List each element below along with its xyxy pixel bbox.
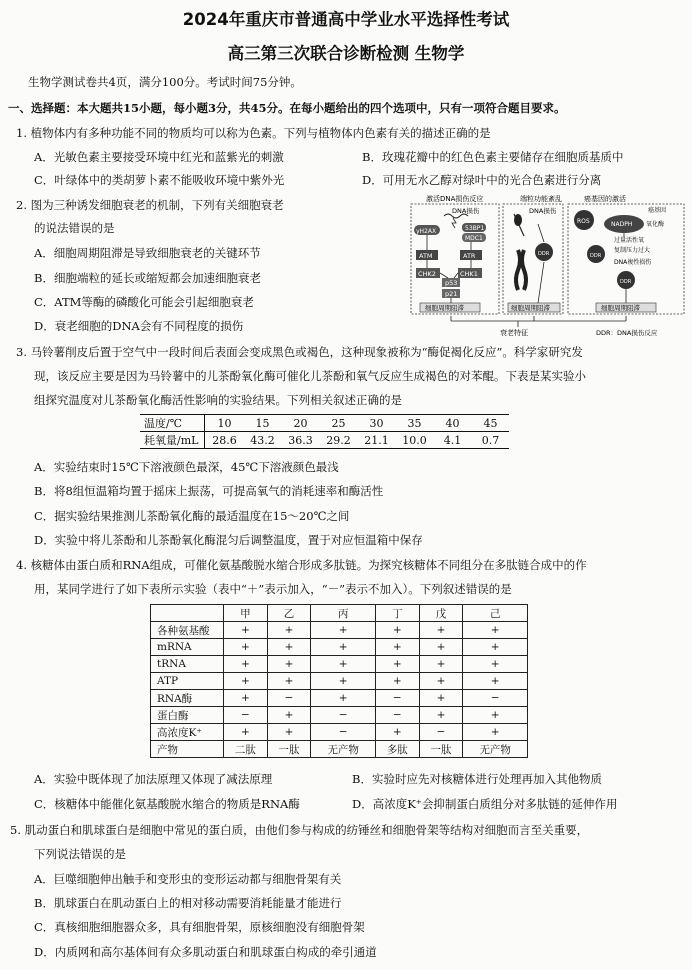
svg-text:DDR: DDR	[538, 251, 550, 257]
table-corner	[151, 605, 224, 622]
table-cell: +	[463, 622, 528, 639]
table-cell: −	[224, 707, 268, 724]
table-row	[151, 605, 528, 622]
table-cell: 15	[243, 415, 281, 432]
table-cell: +	[224, 690, 268, 707]
q1-option-d: D．可用无水乙醇对绿叶中的光合色素进行分离	[362, 173, 602, 187]
q4-option-b: B．实验时应先对核糖体进行处理再加入其他物质	[352, 772, 602, 786]
ddr-note: DDR：DNA损伤反应	[596, 329, 658, 337]
table-cell: +	[375, 639, 419, 656]
arrest3-label: 细胞周期阻滞	[601, 304, 640, 312]
svg-text:DDR: DDR	[590, 253, 602, 259]
table-cell: +	[311, 639, 376, 656]
table-cell: 0.7	[471, 432, 509, 449]
table-cell: 一肽	[267, 741, 311, 758]
node-chk2-label: CHK2	[418, 270, 436, 278]
q5-stem-line1: 5. 肌动蛋白和肌球蛋白是细胞中常见的蛋白质，由他们参与构成的纺锤丝和细胞骨架等结构对细胞而言至关重要，	[10, 823, 589, 837]
table-cell: 4.1	[433, 432, 471, 449]
node-atr-label: ATR	[463, 252, 476, 260]
table-cell: 多肽	[375, 741, 419, 758]
q3-option-c: C．据实验结果推测儿茶酚氧化酶的最适温度在15～20℃之间	[34, 509, 350, 523]
q4-stem-line1: 4. 核糖体由蛋白质和RNA组成，可催化氨基酸脱水缩合形成多肽链。为探究核糖体不同组分在多肽链合成中的作	[16, 558, 587, 572]
row-label: 高浓度K⁺	[151, 724, 224, 741]
svg-text:复制压力过大: 复制压力过大	[614, 247, 651, 254]
node-p53-label: p53	[445, 279, 458, 287]
table-cell: +	[224, 639, 268, 656]
senescence-label: 衰老特征	[500, 329, 528, 337]
q5-option-a: A．巨噬细胞伸出触手和变形虫的变形运动都与细胞骨架有关	[34, 872, 342, 886]
table-row	[151, 690, 528, 707]
table-cell: −	[311, 724, 376, 741]
table-cell: −	[267, 690, 311, 707]
exam-subtitle: 高三第三次联合诊断检测 生物学	[227, 44, 465, 63]
table-cell: 无产物	[311, 741, 376, 758]
q1-stem: 1. 植物体内有多种功能不同的物质均可以称为色素。下列与植物体内色素有关的描述正确的是	[16, 126, 491, 140]
table-cell: −	[375, 690, 419, 707]
q4-ribosome-table	[150, 604, 528, 758]
q2-option-c: C．ATM等酶的磷酸化可能会引起细胞衰老	[34, 295, 254, 309]
table-cell: +	[419, 673, 463, 690]
table-cell: −	[375, 707, 419, 724]
table-cell: +	[419, 639, 463, 656]
table-cell: 10	[205, 415, 244, 432]
senescence-mechanism-figure	[408, 192, 688, 340]
dna-damage-label: DNA损伤	[452, 207, 480, 215]
table-cell: +	[419, 690, 463, 707]
table-cell: +	[463, 673, 528, 690]
table-cell: 二肽	[224, 741, 268, 758]
svg-text:DNA複性损伤: DNA複性损伤	[614, 259, 652, 266]
table-row	[140, 415, 509, 432]
table-cell: −	[419, 724, 463, 741]
table-cell: +	[224, 622, 268, 639]
table-cell: +	[224, 724, 268, 741]
q5-option-c: C．真核细胞细胞器众多，具有细胞骨架，原核细胞没有细胞骨架	[34, 920, 365, 934]
node-mdc1-label: MDC1	[465, 235, 483, 242]
table-cell: 45	[471, 415, 509, 432]
table-header: 戊	[419, 605, 463, 622]
q5-option-d: D．内质网和高尔基体间有众多肌动蛋白和肌球蛋白构成的牵引通道	[34, 945, 377, 959]
q3-temperature-table	[140, 414, 509, 449]
q4-option-c: C．核糖体中能催化氨基酸脱水缩合的物质是RNA酶	[34, 797, 300, 811]
table-cell: 30	[357, 415, 395, 432]
table-row	[151, 724, 528, 741]
table-cell: 43.2	[243, 432, 281, 449]
row-label: mRNA	[151, 639, 224, 656]
table-cell: 28.6	[205, 432, 244, 449]
panel3-title: 癌基因的激活	[584, 195, 626, 203]
table-cell: −	[463, 690, 528, 707]
table-cell: +	[311, 622, 376, 639]
q5-stem-line2: 下列说法错误的是	[34, 847, 126, 861]
svg-text:ROS: ROS	[577, 218, 590, 225]
arrest1-label: 细胞周期阻滞	[425, 304, 464, 312]
q4-option-a: A．实验中既体现了加法原理又体现了减法原理	[34, 772, 273, 786]
q3-stem-line3: 组探究温度对儿茶酚氧化酶活性影响的实验结果。下列相关叙述正确的是	[34, 393, 402, 407]
table-cell: +	[463, 656, 528, 673]
table-row	[151, 656, 528, 673]
row-label: ATP	[151, 673, 224, 690]
table-cell: +	[267, 656, 311, 673]
table-cell: +	[375, 656, 419, 673]
exam-info: 生物学测试卷共4页，满分100分。考试时间75分钟。	[28, 75, 302, 89]
table-cell: +	[375, 622, 419, 639]
row-label: 各种氨基酸	[151, 622, 224, 639]
node-chk1-label: CHK1	[460, 270, 478, 278]
row-label: tRNA	[151, 656, 224, 673]
table-row	[151, 707, 528, 724]
table-cell: +	[267, 724, 311, 741]
table-cell: +	[375, 724, 419, 741]
exam-title: 2024年重庆市普通高中学业水平选择性考试	[182, 10, 510, 29]
q3-stem-line2: 现，该反应主要是因为马铃薯中的儿茶酚氧化酶可催化儿茶酚和氧气反应生成褐色的对苯醌。下表是某实验小	[34, 369, 586, 383]
table-cell: +	[463, 724, 528, 741]
table-cell: +	[311, 673, 376, 690]
table-cell: +	[463, 639, 528, 656]
table-cell: 21.1	[357, 432, 395, 449]
q5-option-b: B．肌球蛋白在肌动蛋白上的相对移动需要消耗能量才能进行	[34, 896, 342, 910]
q2-option-a: A．细胞周期阻滞是导致细胞衰老的关键环节	[34, 246, 261, 260]
table-cell: +	[267, 639, 311, 656]
q3-option-b: B．将8组恒温箱均置于摇床上振荡，可提高氧气的消耗速率和酶活性	[34, 484, 384, 498]
table-cell: 10.0	[395, 432, 433, 449]
q1-option-a: A．光敏色素主要接受环境中红光和蓝紫光的刺激	[34, 150, 284, 164]
arrest2-label: 细胞周期阻滞	[511, 304, 550, 312]
table-cell: +	[311, 690, 376, 707]
svg-text:NADPH: NADPH	[611, 221, 633, 228]
table-row	[151, 639, 528, 656]
node-atm-label: ATM	[419, 252, 433, 260]
table-cell: +	[267, 707, 311, 724]
table-cell: +	[311, 656, 376, 673]
table-header: 己	[463, 605, 528, 622]
table-cell: +	[419, 656, 463, 673]
node-53bp1-label: 53BP1	[465, 225, 485, 232]
table-cell: 36.3	[281, 432, 319, 449]
table-header: 温度/℃	[140, 415, 205, 432]
panel1-title: 激活DNA损伤反应	[426, 195, 484, 203]
table-row	[151, 673, 528, 690]
q3-option-a: A．实验结束时15℃下溶液颜色最深，45℃下溶液颜色最浅	[34, 460, 339, 474]
q2-option-d: D．衰老细胞的DNA会有不同程度的损伤	[34, 319, 244, 333]
panel2-title: 端粒功能紊乱	[520, 195, 562, 203]
table-cell: +	[419, 707, 463, 724]
table-header: 耗氧量/mL	[140, 432, 205, 449]
table-cell: +	[419, 622, 463, 639]
svg-text:氧化酶: 氧化酶	[646, 221, 665, 228]
table-row	[151, 741, 528, 758]
q2-stem-line2: 的说法错误的是	[34, 221, 115, 235]
table-cell: +	[463, 707, 528, 724]
table-cell: 20	[281, 415, 319, 432]
oncogene-label: 癌基因	[648, 207, 667, 214]
node-gh2ax-label: γH2AX	[416, 228, 437, 235]
svg-text:DDR: DDR	[620, 279, 632, 285]
q1-option-c: C．叶绿体中的类胡萝卜素不能吸收环境中紫外光	[34, 173, 285, 187]
q2-stem-line1: 2. 图为三种诱发细胞衰老的机制，下列有关细胞衰老	[16, 198, 284, 212]
table-header: 甲	[224, 605, 268, 622]
q2-option-b: B．细胞端粒的延长或缩短都会加速细胞衰老	[34, 271, 261, 285]
table-cell: +	[267, 622, 311, 639]
table-cell: +	[224, 673, 268, 690]
section-heading: 一、选择题：本大题共15小题，每小题3分，共45分。在每小题给出的四个选项中，只有一项符合题目要求。	[8, 101, 566, 115]
node-p21-label: p21	[445, 290, 458, 298]
table-header: 丁	[375, 605, 419, 622]
table-cell: −	[311, 707, 376, 724]
row-label: 产物	[151, 741, 224, 758]
table-cell: +	[375, 673, 419, 690]
table-cell: 一肽	[419, 741, 463, 758]
table-cell: 29.2	[319, 432, 357, 449]
table-cell: +	[267, 673, 311, 690]
table-header: 丙	[311, 605, 376, 622]
table-cell: +	[224, 656, 268, 673]
row-label: RNA酶	[151, 690, 224, 707]
table-cell: 25	[319, 415, 357, 432]
row-label: 蛋白酶	[151, 707, 224, 724]
dna-damage2-label: DNA损伤	[529, 207, 557, 215]
q4-stem-line2: 用，某同学进行了如下表所示实验（表中“＋”表示加入，“－”表示不加入）。下列叙述错误的是	[34, 582, 512, 596]
table-row	[151, 622, 528, 639]
table-header: 乙	[267, 605, 311, 622]
table-row	[140, 432, 509, 449]
q1-option-b: B．玫瑰花瓣中的红色色素主要储存在细胞质基质中	[362, 150, 624, 164]
q3-stem-line1: 3. 马铃薯削皮后置于空气中一段时间后表面会变成黑色或褐色，这种现象被称为“酶促褐化反应”。科学家研究发	[16, 345, 583, 359]
q3-option-d: D．实验中将儿茶酚和儿茶酚氧化酶混匀后调整温度，置于对应恒温箱中保存	[34, 533, 423, 547]
svg-text:过量活性氧: 过量活性氧	[614, 237, 645, 244]
q4-option-d: D．高浓度K⁺会抑制蛋白质组分对多肽链的延伸作用	[352, 797, 618, 811]
table-cell: 无产物	[463, 741, 528, 758]
table-cell: 35	[395, 415, 433, 432]
table-cell: 40	[433, 415, 471, 432]
